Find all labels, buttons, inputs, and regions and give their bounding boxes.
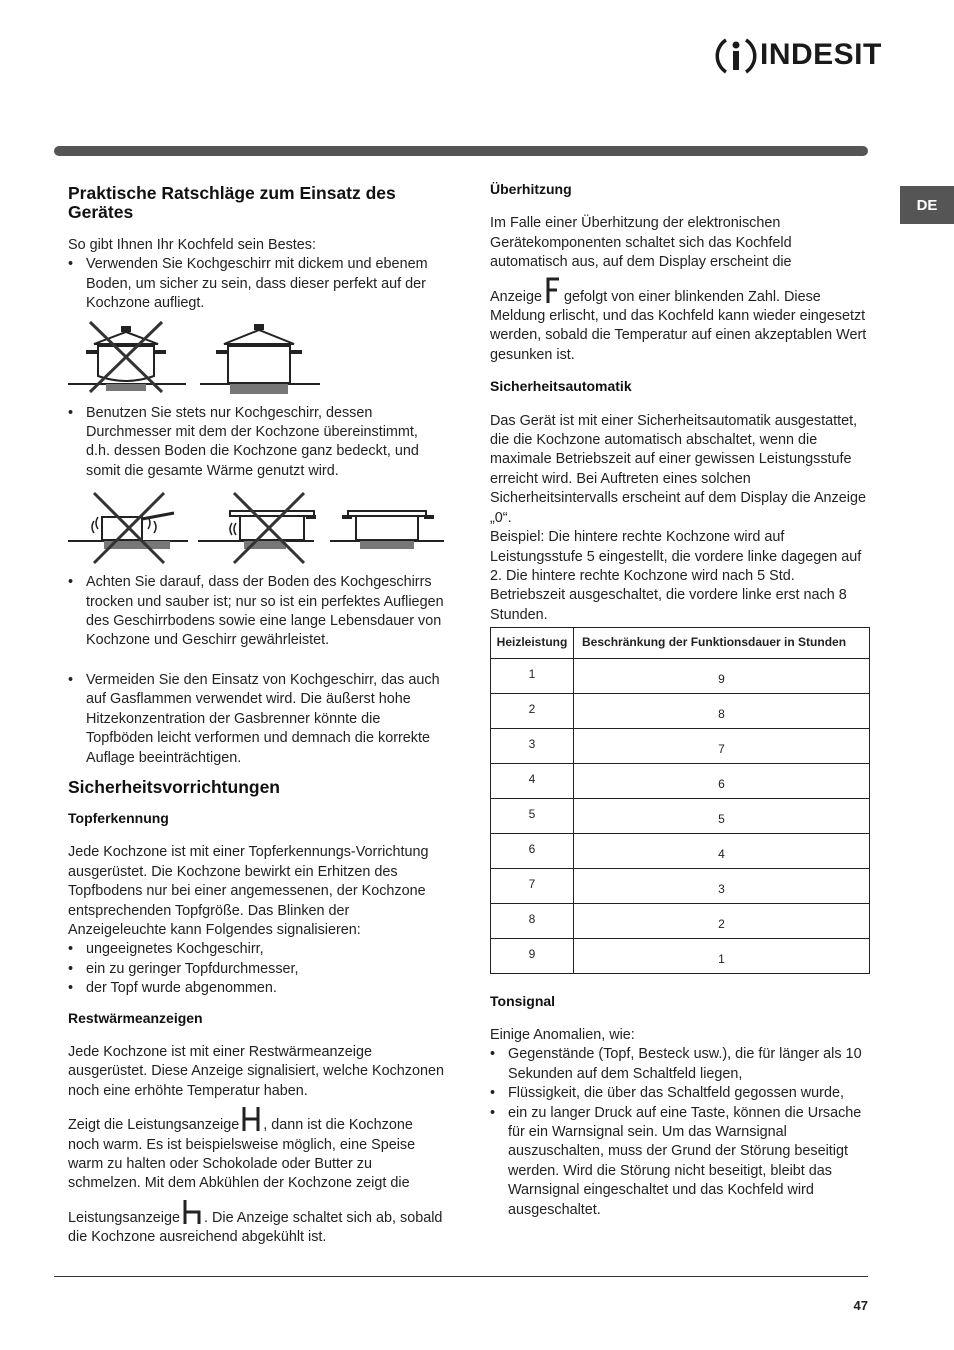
- topf-text: Jede Kochzone ist mit einer Topferkennungs-Vorrichtung ausgerüstet. Die Kochzone bewirkt ein Erhitzen des Topfbodens nur bei einer angemessenen, der Kochzone entsprechenden Topfgröße. Das Blinken der Anzeigeleuchte kann Folgendes signalisieren:: [68, 844, 429, 938]
- intro-text: So gibt Ihnen Ihr Kochfeld sein Bestes:: [68, 237, 316, 253]
- table-header-heizleistung: Heizleistung: [491, 628, 574, 658]
- sich-text-1: Das Gerät ist mit einer Sicherheitsautomatik ausgestattet, die die Kochzone automatisch abschaltet, wenn die maximale Betriebszeit auf einer gewissen Leistungsstufe erreicht wird. Bei Auftreten eines solchen Sicherheitsintervalls erscheint auf dem Display die Anzeige „0“.: [490, 412, 866, 526]
- section-heading-tips: Praktische Ratschläge zum Einsatz des Gerätes: [68, 183, 396, 222]
- topf-item: • der Topf wurde abgenommen.: [68, 979, 444, 998]
- left-column: [68, 184, 444, 1248]
- ueber-text-1: Im Falle einer Überhitzung der elektronischen Gerätekomponenten schaltet sich das Kochfeld automatisch aus, auf dem Display erscheint die: [490, 215, 792, 271]
- tips-list-2: [68, 404, 444, 482]
- brand-name: INDESIT: [760, 38, 882, 71]
- table-row: 6 4: [491, 833, 870, 868]
- topf-item: • ein zu geringer Topfdurchmesser,: [68, 960, 444, 979]
- ton-item: • Flüssigkeit, die über das Schaltfeld gegossen wurde,: [490, 1084, 870, 1103]
- table-row: 8 2: [491, 903, 870, 938]
- ton-intro: Einige Anomalien, wie:: [490, 1026, 635, 1043]
- subheading-restwaerme: Restwärmeanzeigen: [68, 1009, 203, 1026]
- pot-figure-2: [68, 489, 444, 565]
- heat-duration-table: [490, 627, 870, 973]
- topf-list: [68, 940, 444, 998]
- ton-list: [490, 1045, 870, 1220]
- sich-text-2: Beispiel: Die hintere rechte Kochzone wird auf Leistungsstufe 5 eingestellt, die vordere linke dagegen auf 2. Die hintere rechte Kochzone wird nach 5 Std. Betriebszeit ausgeschaltet, die vordere linke erst nach 8 Stunden.: [490, 529, 862, 623]
- subheading-ueberhitzung: Überhitzung: [490, 181, 572, 197]
- subheading-topferkennung: Topferkennung: [68, 809, 169, 826]
- rest-text-2: Zeigt die Leistungsanzeige , dann ist die Kochzone noch warm. Es ist beispielsweise möglich, eine Speise warm zu halten oder Schokolade oder Butter zu schmelzen. Mit dem Abkühlen der Kochzone zeigt die: [68, 1105, 444, 1194]
- table-row: 1 9: [491, 658, 870, 693]
- table-row: 9 1: [491, 938, 870, 973]
- table-row: 2 8: [491, 693, 870, 728]
- topf-item: • ungeeignetes Kochgeschirr,: [68, 940, 444, 959]
- subheading-sicherheitsautomatik: Sicherheitsautomatik: [490, 378, 632, 395]
- ueber-text-2: Anzeige gefolgt von einer blinkenden Zahl. Diese Meldung erlischt, und das Kochfeld kann wieder eingesetzt werden, sobald die Temperatur auf einen akzeptablen Wert gesunken ist.: [490, 277, 870, 366]
- display-F-icon: [544, 277, 562, 305]
- page-number: 47: [853, 1298, 868, 1313]
- table-header-row: [491, 628, 870, 658]
- tips-list-1: [68, 255, 444, 313]
- tip-item: • Achten Sie darauf, dass der Boden des Kochgeschirrs trocken und sauber ist; nur so ist ein perfektes Aufliegen des Geschirrbodens sowie eine lange Lebensdauer von Kochzone und Geschirr gewährleistet.: [68, 573, 444, 651]
- tip-item: • Vermeiden Sie den Einsatz von Kochgeschirr, das auch auf Gasflammen verwendet wird. Die äußerst hohe Hitzekonzentration der Gasbrenner könnte die Topfböden leicht verformen und demnach die korrekte Auflage beeinträchtigen.: [68, 671, 444, 768]
- pot-flatness-illustration: [68, 320, 444, 396]
- table-row: 7 3: [491, 868, 870, 903]
- ton-item: • Gegenstände (Topf, Besteck usw.), die für länger als 10 Sekunden auf dem Schaltfeld liegen,: [490, 1045, 870, 1084]
- pot-figure-1: [68, 320, 444, 396]
- display-h-icon: [182, 1198, 202, 1226]
- language-tab: DE: [900, 186, 954, 224]
- tip-item: • Benutzen Sie stets nur Kochgeschirr, dessen Durchmesser mit dem der Kochzone übereinstimmt, d.h. dessen Boden die Kochzone ganz bedeckt, und somit die gesamte Wärme genutzt wird.: [68, 404, 444, 482]
- subheading-tonsignal: Tonsignal: [490, 992, 556, 1009]
- logo-mark-icon: [714, 34, 758, 78]
- header-bar: [54, 146, 868, 156]
- indesit-logo: [714, 34, 882, 78]
- footer-line: [54, 1276, 868, 1277]
- rest-text-1: Jede Kochzone ist mit einer Restwärmeanzeige ausgerüstet. Diese Anzeige signalisiert, welche Kochzonen noch eine erhöhte Temperatur haben.: [68, 1043, 444, 1099]
- table-header-duration: Beschränkung der Funktionsdauer in Stunden: [574, 628, 870, 658]
- ton-item: • ein zu langer Druck auf eine Taste, können die Ursache für ein Warnsignal sein. Um das Warnsignal auszuschalten, muss der Grund der Störung beseitigt werden. Wird die Störung nicht beseitigt, bleibt das Warnsignal eingeschaltet und das Kochfeld wird ausgeschaltet.: [490, 1104, 870, 1220]
- table-row: 4 6: [491, 763, 870, 798]
- rest-text-3: Leistungsanzeige . Die Anzeige schaltet sich ab, sobald die Kochzone ausreichend abgekühlt ist.: [68, 1198, 444, 1248]
- section-heading-safety: Sicherheitsvorrichtungen: [68, 776, 280, 797]
- pot-diameter-illustration: [68, 489, 444, 565]
- table-row: 3 7: [491, 728, 870, 763]
- display-H-icon: [241, 1105, 261, 1133]
- right-column: [490, 180, 870, 1220]
- tips-list-4: [68, 671, 444, 768]
- tips-list-3: [68, 573, 444, 651]
- table-row: 5 5: [491, 798, 870, 833]
- tip-item: • Verwenden Sie Kochgeschirr mit dickem und ebenem Boden, um sicher zu sein, dass dieser perfekt auf der Kochzone aufliegt.: [68, 255, 444, 313]
